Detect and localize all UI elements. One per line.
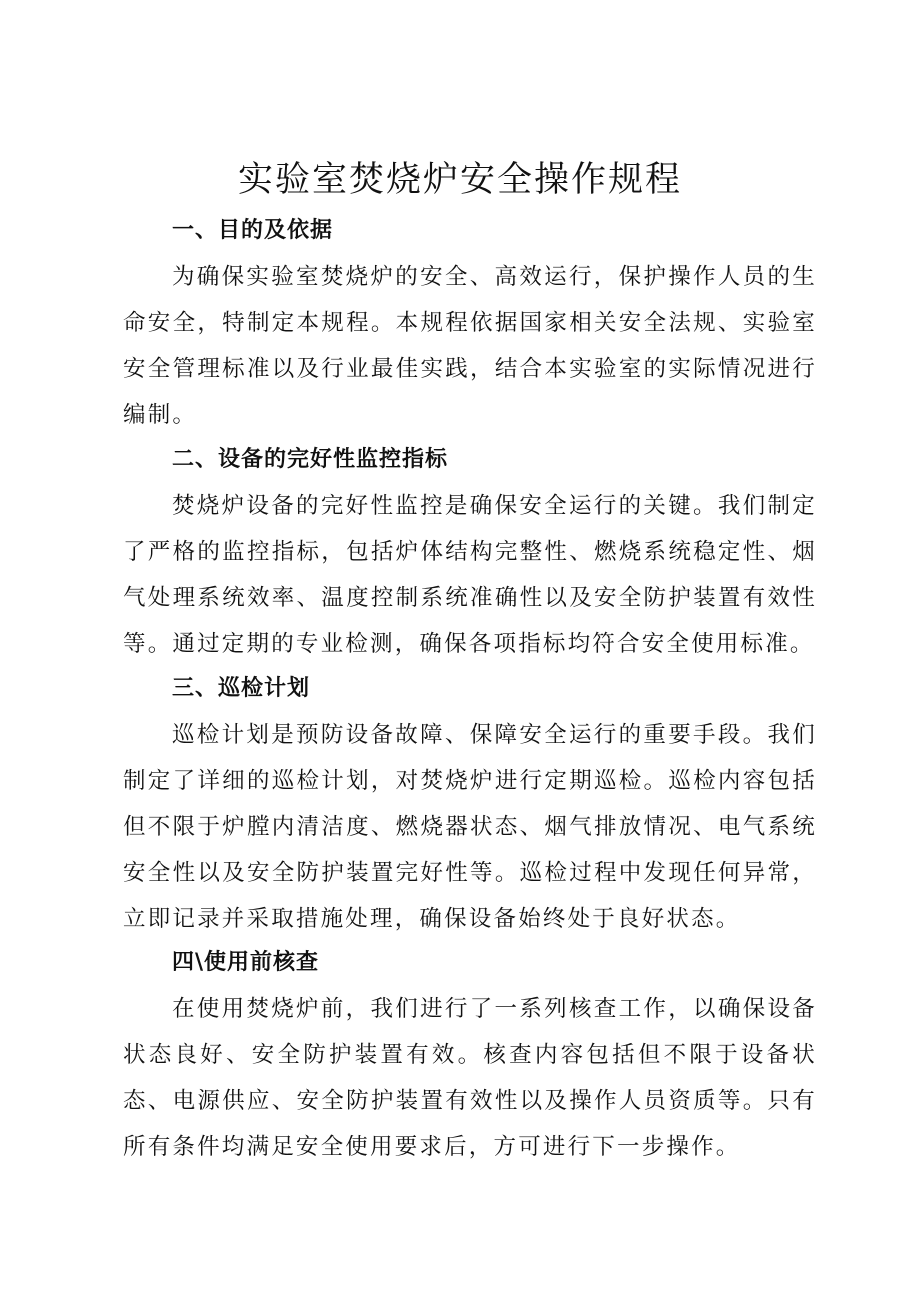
section-body-purpose: 为确保实验室焚烧炉的安全、高效运行，保护操作人员的生命安全，特制定本规程。本规程依据国家相关安全法规、实验室安全管理标准以及行业最佳实践，结合本实验室的实际情况进行编制。 bbox=[123, 264, 817, 428]
section-body-precheck: 在使用焚烧炉前，我们进行了一系列核查工作，以确保设备状态良好、安全防护装置有效。核查内容包括但不限于设备状态、电源供应、安全防护装置有效性以及操作人员资质等。只有所有条件均满足安全使用要求后，方可进行下一步操作。 bbox=[123, 996, 817, 1160]
section-heading-purpose: 一、目的及依据 bbox=[172, 218, 334, 243]
document-title: 实验室焚烧炉安全操作规程 bbox=[237, 160, 682, 200]
section-heading-monitoring: 二、设备的完好性监控指标 bbox=[172, 447, 449, 472]
section-body-inspection: 巡检计划是预防设备故障、保障安全运行的重要手段。我们制定了详细的巡检计划，对焚烧炉进行定期巡检。巡检内容包括但不限于炉膛内清洁度、燃烧器状态、烟气排放情况、电气系统安全性以及安全防护装置完好性等。巡检过程中发现任何异常，立即记录并采取措施处理，确保设备始终处于良好状态。 bbox=[123, 722, 817, 932]
section-body-monitoring: 焚烧炉设备的完好性监控是确保安全运行的关键。我们制定了严格的监控指标，包括炉体结构完整性、燃烧系统稳定性、烟气处理系统效率、温度控制系统准确性以及安全防护装置有效性等。通过定期的专业检测，确保各项指标均符合安全使用标准。 bbox=[123, 493, 817, 657]
section-heading-inspection: 三、巡检计划 bbox=[172, 676, 311, 701]
section-heading-precheck: 四\使用前核查 bbox=[172, 950, 320, 975]
